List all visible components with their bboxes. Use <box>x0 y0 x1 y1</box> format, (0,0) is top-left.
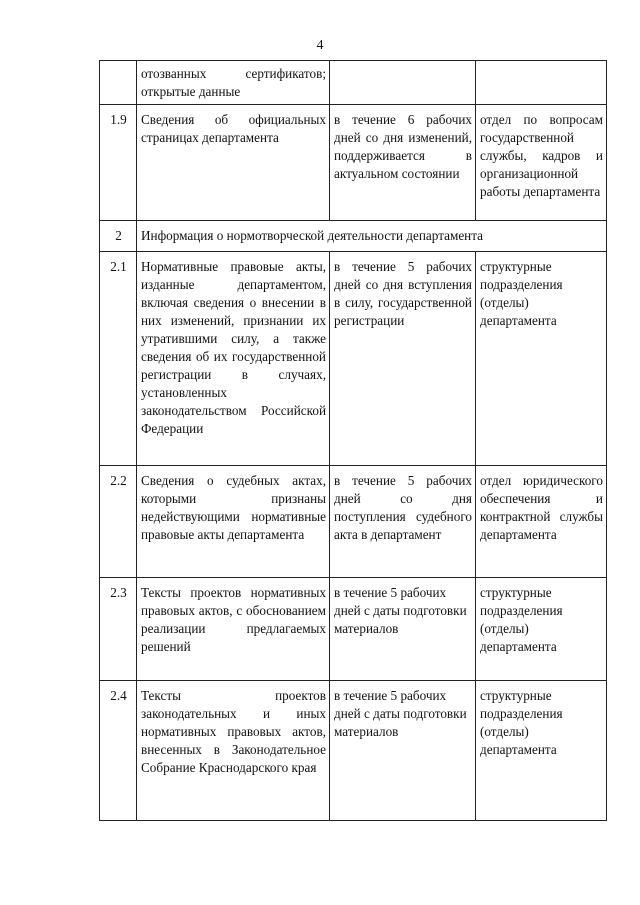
responsible-cell: отдел юридического обеспечения и контрактной службы департамента <box>476 466 607 578</box>
table-row <box>100 681 607 821</box>
term-cell: в течение 5 рабочих дней с даты подготовки материалов <box>330 681 476 821</box>
term-cell: в течение 5 рабочих дней с даты подготовки материалов <box>330 578 476 681</box>
item-title-cell: отозванных сертификатов; открытые данные <box>137 61 330 105</box>
item-title-cell: Тексты проектов законодательных и иных нормативных правовых актов, внесенных в Законодательное Собрание Краснодарского края <box>137 681 330 821</box>
table-row-section <box>100 221 607 252</box>
term-cell: в течение 5 рабочих дней со дня поступления судебного акта в департамент <box>330 466 476 578</box>
responsible-cell: структурные подразделения (отделы) департамента <box>476 578 607 681</box>
row-number-cell: 2.2 <box>100 466 137 578</box>
responsible-cell: отдел по вопросам государственной службы, кадров и организационной работы департамента <box>476 105 607 221</box>
section-title-cell: Информация о нормотворческой деятельности департамента <box>137 221 607 252</box>
row-number-cell: 2.1 <box>100 252 137 466</box>
item-title-cell: Тексты проектов нормативных правовых актов, с обоснованием реализации предлагаемых решений <box>137 578 330 681</box>
table-row <box>100 105 607 221</box>
item-title-cell: Нормативные правовые акты, изданные департаментом, включая сведения о внесении в них изменений, признании их утратившими силу, а также сведения об их государственной регистрации в случаях, установленных законодательством Российской Федерации <box>137 252 330 466</box>
row-number-cell: 2.3 <box>100 578 137 681</box>
table-row <box>100 252 607 466</box>
item-title-cell: Сведения об официальных страницах департамента <box>137 105 330 221</box>
table-row <box>100 578 607 681</box>
table-row <box>100 466 607 578</box>
responsible-cell <box>476 61 607 105</box>
term-cell <box>330 61 476 105</box>
responsible-cell: структурные подразделения (отделы) департамента <box>476 681 607 821</box>
section-number-cell: 2 <box>100 221 137 252</box>
row-number-cell: 2.4 <box>100 681 137 821</box>
item-title-cell: Сведения о судебных актах, которыми признаны недействующими нормативные правовые акты департамента <box>137 466 330 578</box>
page-number: 4 <box>316 38 324 53</box>
term-cell: в течение 5 рабочих дней со дня вступления в силу, государственной регистрации <box>330 252 476 466</box>
row-number-cell: 1.9 <box>100 105 137 221</box>
information-table <box>99 60 607 821</box>
responsible-cell: структурные подразделения (отделы) департамента <box>476 252 607 466</box>
row-number-cell <box>100 61 137 105</box>
table-row <box>100 61 607 105</box>
term-cell: в течение 6 рабочих дней со дня изменений, поддерживается в актуальном состоянии <box>330 105 476 221</box>
